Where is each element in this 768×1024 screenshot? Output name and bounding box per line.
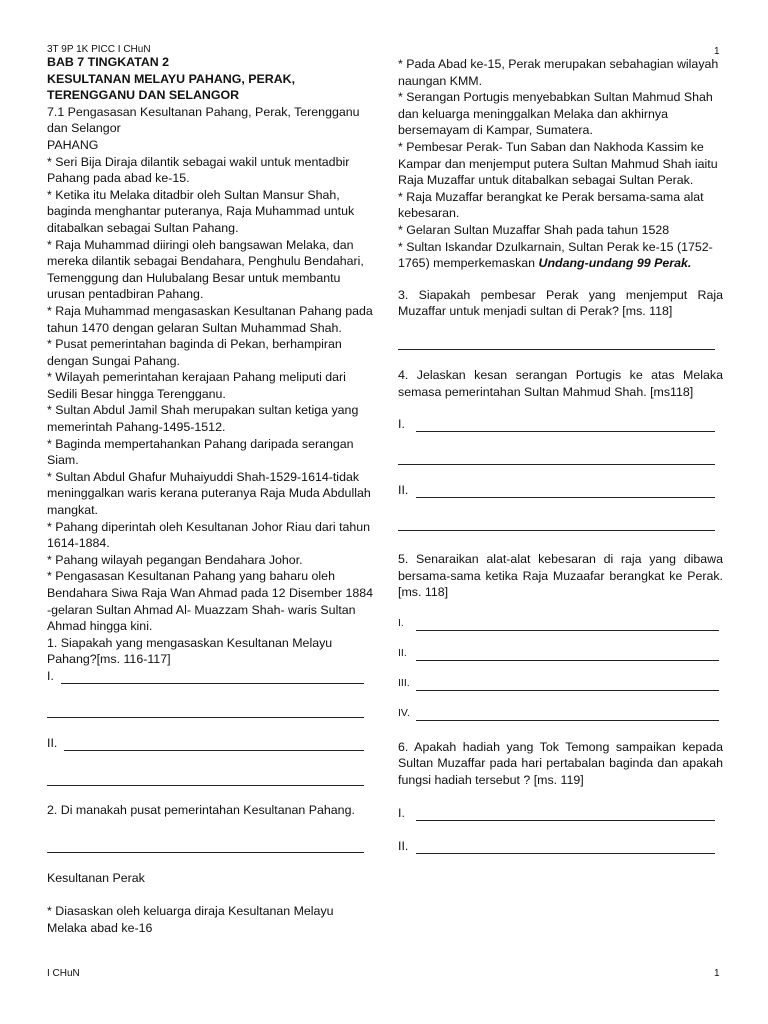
subsection-pahang: PAHANG bbox=[47, 137, 99, 152]
answer-6-ii-line[interactable] bbox=[416, 853, 715, 854]
answer-4-ii-cont[interactable] bbox=[398, 498, 723, 531]
bullet-2: * Ketika itu Melaka ditadbir oleh Sultan Mansur Shah, baginda menghantar puteranya, Raja Muhammad untuk ditabalkan sebagai Sultan Pahang. bbox=[47, 187, 355, 235]
right-bullet-5: * Gelaran Sultan Muzaffar Shah pada tahun 1528 bbox=[398, 222, 670, 237]
answer-1-i-cont[interactable] bbox=[47, 684, 375, 718]
footer-author: I CHuN bbox=[47, 968, 80, 979]
bullet-8: * Baginda mempertahankan Pahang daripada serangan Siam. bbox=[47, 436, 354, 468]
answer-5-ii-label: II. bbox=[398, 646, 407, 659]
question-6: 6. Apakah hadiah yang Tok Temong sampaikan kepada Sultan Muzaffar pada hari pertabalan baginda dan apakah fungsi hadiah tersebut ? [ms. 119] bbox=[398, 739, 723, 788]
right-bullet-1: * Pada Abad ke-15, Perak merupakan sebahagian wilayah naungan KMM. bbox=[398, 57, 719, 88]
answer-1-ii[interactable] bbox=[47, 718, 375, 751]
perak-bullet-1: * Diasaskan oleh keluarga diraja Kesultanan Melayu Melaka abad ke-16 bbox=[47, 904, 334, 935]
answer-1-i-label: I. bbox=[47, 668, 54, 683]
right-column bbox=[398, 56, 723, 854]
footer-page-number: 1 bbox=[714, 968, 720, 979]
right-bullet-6-text: * Sultan Iskandar Dzulkarnain, Sultan Perak ke-15 (1752-1765) memperkemaskan bbox=[398, 239, 713, 271]
answer-5-iv-label: IV. bbox=[398, 706, 410, 719]
right-bullet-6 bbox=[398, 239, 723, 272]
answer-1-ii-label: II. bbox=[47, 735, 58, 750]
answer-6-ii[interactable] bbox=[398, 821, 723, 854]
undang-undang-title: Undang-undang 99 Perak. bbox=[538, 256, 692, 271]
answer-4-i[interactable] bbox=[398, 400, 723, 432]
answer-1-i[interactable] bbox=[47, 668, 375, 684]
answer-4-ii-label: II. bbox=[398, 483, 409, 498]
answer-5-iv-line[interactable] bbox=[416, 720, 719, 721]
answer-5-i-label: I. bbox=[398, 616, 404, 629]
bullet-3: * Raja Muhammad diiringi oleh bangsawan Melaka, dan mereka dilantik sebagai Bendahara, Penghulu Bendahari, Temenggung dan Hulubalang Besar untuk membantu urusan pentadbiran Pahang. bbox=[47, 237, 364, 302]
answer-1-ii-cont[interactable] bbox=[47, 751, 375, 786]
answer-3-line[interactable] bbox=[398, 349, 715, 350]
answer-6-i[interactable] bbox=[398, 789, 723, 821]
answer-5-iii[interactable] bbox=[398, 661, 723, 691]
answer-2-line[interactable] bbox=[47, 852, 364, 853]
perak-heading: Kesultanan Perak bbox=[47, 870, 145, 885]
question-5: 5. Senaraikan alat-alat kebesaran di raja yang dibawa bersama-sama ketika Raja Muzaafar berangkat ke Perak. [ms. 118] bbox=[398, 552, 723, 600]
answer-4-i-cont[interactable] bbox=[398, 432, 723, 465]
bullet-10: * Pahang diperintah oleh Kesultanan Johor Riau dari tahun 1614-1884. bbox=[47, 519, 371, 551]
answer-6-i-label: I. bbox=[398, 805, 405, 820]
question-1: 1. Siapakah yang mengasaskan Kesultanan Melayu Pahang?[ms. 116-117] bbox=[47, 635, 333, 667]
answer-6-ii-label: II. bbox=[398, 838, 409, 853]
question-4: 4. Jelaskan kesan serangan Portugis ke atas Melaka semasa pemerintahan Sultan Mahmud Shah. [ms118] bbox=[398, 367, 723, 399]
answer-4-ii-cont-line[interactable] bbox=[398, 530, 715, 531]
bullet-4: * Raja Muhammad mengasaskan Kesultanan Pahang pada tahun 1470 dengan gelaran Sultan Muhammad Shah. bbox=[47, 303, 373, 335]
bullet-6: * Wilayah pemerintahan kerajaan Pahang meliputi dari Sedili Besar hingga Terengganu. bbox=[47, 370, 346, 401]
answer-1-ii-cont-line[interactable] bbox=[47, 785, 364, 786]
right-bullet-3: * Pembesar Perak- Tun Saban dan Nakhoda Kassim ke Kampar dan menjemput putera Sultan Mahmud Shah iaitu Raja Muzaffar untuk ditabalkan sebagai Sultan Perak. bbox=[398, 139, 718, 188]
answer-4-ii[interactable] bbox=[398, 465, 723, 498]
main-title-line1: KESULTANAN MELAYU PAHANG, PERAK, bbox=[47, 71, 296, 86]
answer-5-iii-label: III. bbox=[398, 676, 410, 689]
answer-5-i[interactable] bbox=[398, 601, 723, 631]
header-page-number: 1 bbox=[714, 46, 720, 57]
answer-3[interactable] bbox=[398, 320, 723, 350]
question-2: 2. Di manakah pusat pemerintahan Kesultanan Pahang. bbox=[47, 802, 355, 817]
chapter-title: BAB 7 TINGKATAN 2 bbox=[47, 55, 170, 69]
right-bullet-2: * Serangan Portugis menyebabkan Sultan Mahmud Shah dan keluarga meninggalkan Melaka dan akhirnya bersemayam di Kampar, Sumatera. bbox=[398, 90, 713, 138]
bullet-1: * Seri Bija Diraja dilantik sebagai wakil untuk mentadbir Pahang pada abad ke-15. bbox=[47, 154, 350, 186]
section-heading: 7.1 Pengasasan Kesultanan Pahang, Perak, Terengganu dan Selangor bbox=[47, 104, 360, 136]
answer-2[interactable] bbox=[47, 819, 375, 853]
right-bullet-4: * Raja Muzaffar berangkat ke Perak bersama-sama alat kebesaran. bbox=[398, 189, 704, 221]
bullet-9: * Sultan Abdul Ghafur Muhaiyuddi Shah-1529-1614-tidak meninggalkan waris kerana puteranya Raja Muda Abdullah mangkat. bbox=[47, 469, 371, 518]
header-code: 3T 9P 1K PICC I CHuN bbox=[47, 44, 151, 55]
answer-4-i-label: I. bbox=[398, 417, 405, 432]
bullet-11: * Pahang wilayah pegangan Bendahara Johor. bbox=[47, 552, 303, 567]
answer-5-iv[interactable] bbox=[398, 691, 723, 721]
bullet-7: * Sultan Abdul Jamil Shah merupakan sultan ketiga yang memerintah Pahang-1495-1512. bbox=[47, 403, 359, 435]
question-3: 3. Siapakah pembesar Perak yang menjemput Raja Muzaffar untuk menjadi sultan di Perak? [ms. 118] bbox=[398, 287, 723, 319]
answer-5-ii[interactable] bbox=[398, 631, 723, 661]
bullet-5: * Pusat pemerintahan baginda di Pekan, berhampiran dengan Sungai Pahang. bbox=[47, 337, 342, 368]
bullet-12: * Pengasasan Kesultanan Pahang yang baharu oleh Bendahara Siwa Raja Wan Ahmad pada 12 Disember 1884 -gelaran Sultan Ahmad Al- Muazzam Shah- waris Sultan Ahmad hingga kini. bbox=[47, 569, 374, 634]
left-column bbox=[47, 54, 375, 936]
main-title-line2: TERENGGANU DAN SELANGOR bbox=[47, 88, 240, 103]
